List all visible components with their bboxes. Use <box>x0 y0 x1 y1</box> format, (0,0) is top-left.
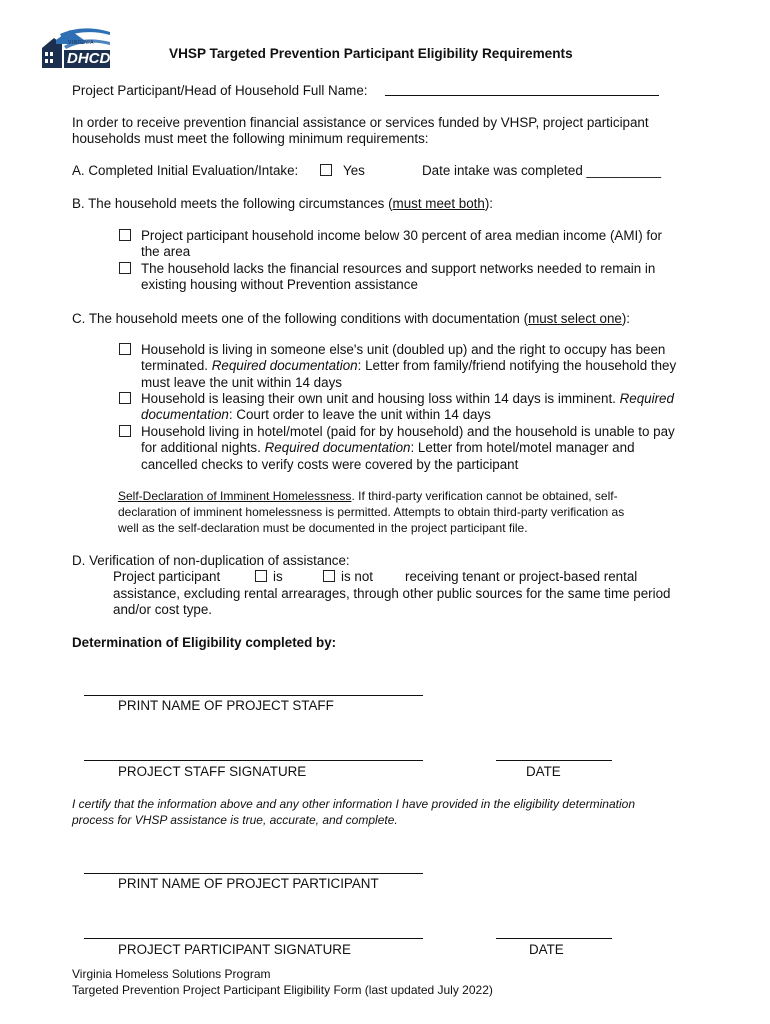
footer-line-1: Virginia Homeless Solutions Program <box>72 967 271 981</box>
hotel-checkbox[interactable] <box>119 425 131 437</box>
doubled-up-line-3: must leave the unit within 14 days <box>141 375 342 390</box>
staff-date-label: DATE <box>526 764 561 779</box>
section-c-text: C. The household meets one of the following conditions with documentation ( <box>72 311 529 326</box>
hotel-required-doc: Required documentation <box>264 440 411 455</box>
doubled-up-line-2-post: : Letter from family/friend notifying the household they <box>357 358 677 373</box>
full-name-field[interactable] <box>385 95 659 96</box>
section-c-label <box>72 311 630 326</box>
participant-print-name-line[interactable] <box>84 873 423 874</box>
staff-date-line[interactable] <box>496 760 612 761</box>
doubled-up-line-2-pre: terminated. <box>141 358 212 373</box>
staff-print-name-line[interactable] <box>84 695 423 696</box>
section-b-emphasis: must meet both <box>392 196 485 211</box>
footer-line-2: Targeted Prevention Project Participant Eligibility Form (last updated July 2022) <box>72 983 493 997</box>
doubled-up-required-doc: Required documentation <box>211 358 358 373</box>
leasing-line-2-post: : Court order to leave the unit within 14 days <box>228 407 491 422</box>
section-d-line-3: and/or cost type. <box>113 602 212 617</box>
intro-line-2: households must meet the following minimum requirements: <box>72 131 429 146</box>
self-declaration-line-2: declaration of imminent homelessness is permitted. Attempts to obtain third-party verification as <box>118 505 625 519</box>
section-d-rest-1: receiving tenant or project-based rental <box>405 569 638 584</box>
section-c-emphasis: must select one <box>528 311 622 326</box>
resources-checkbox[interactable] <box>119 262 131 274</box>
leasing-checkbox[interactable] <box>119 392 131 404</box>
leasing-line-2 <box>141 407 491 422</box>
doubled-up-line-2 <box>141 358 676 373</box>
staff-signature-line[interactable] <box>84 760 423 761</box>
income-checkbox[interactable] <box>119 229 131 241</box>
resources-item-line-1: The household lacks the financial resources and support networks needed to remain in <box>141 261 656 276</box>
certification-line-1: I certify that the information above and any other information I have provided in the eligibility determination <box>72 797 635 811</box>
logo-org-text: DHCD <box>67 50 111 67</box>
is-receiving-label: is <box>273 569 283 584</box>
hotel-line-2-pre: for additional nights. <box>141 440 265 455</box>
leasing-required: Required <box>619 391 674 406</box>
hotel-line-3: cancelled checks to verify costs were covered by the participant <box>141 457 519 472</box>
participant-signature-line[interactable] <box>84 938 423 939</box>
section-b-label <box>72 196 493 211</box>
section-b-text: B. The household meets the following circumstances ( <box>72 196 393 211</box>
intro-line-1: In order to receive prevention financial assistance or services funded by VHSP, project participant <box>72 115 649 130</box>
income-item-line-2: the area <box>141 244 191 259</box>
participant-date-label: DATE <box>529 942 564 957</box>
participant-signature-label: PROJECT PARTICIPANT SIGNATURE <box>118 942 351 957</box>
hotel-line-2 <box>141 440 635 455</box>
leasing-line-1-pre: Household is leasing their own unit and housing loss within 14 days is imminent. <box>141 391 620 406</box>
determination-heading: Determination of Eligibility completed by: <box>72 635 337 650</box>
hotel-line-1: Household living in hotel/motel (paid for by household) and the household is unable to pay <box>141 424 675 439</box>
section-b-text-end: ): <box>484 196 494 211</box>
self-declaration-line-3: well as the self-declaration must be documented in the project participant file. <box>118 521 528 535</box>
dhcd-logo <box>40 26 112 70</box>
is-not-receiving-label: is not <box>341 569 374 584</box>
self-declaration-line-1-post: . If third-party verification cannot be obtained, self- <box>351 489 618 503</box>
leasing-documentation: documentation <box>141 407 229 422</box>
leasing-line-1 <box>141 391 674 406</box>
self-declaration-heading: Self-Declaration of Imminent Homelessness <box>118 489 352 503</box>
staff-signature-label: PROJECT STAFF SIGNATURE <box>118 764 307 779</box>
participant-print-name-label: PRINT NAME OF PROJECT PARTICIPANT <box>118 876 379 891</box>
resources-item-line-2: existing housing without Prevention assistance <box>141 277 418 292</box>
doubled-up-checkbox[interactable] <box>119 343 131 355</box>
is-receiving-checkbox[interactable] <box>255 570 267 582</box>
logo-state-text: VIRGINIA <box>68 40 94 46</box>
doubled-up-line-1: Household is living in someone else's unit (doubled up) and the right to occupy has been <box>141 342 666 357</box>
participant-date-line[interactable] <box>496 938 612 939</box>
section-d-line-2: assistance, excluding rental arrearages, through other public sources for the same time period <box>113 586 671 601</box>
section-a-label: A. Completed Initial Evaluation/Intake: <box>72 163 299 178</box>
self-declaration-line-1 <box>118 489 618 503</box>
intake-yes-checkbox[interactable] <box>320 164 332 176</box>
staff-print-name-label: PRINT NAME OF PROJECT STAFF <box>118 698 334 713</box>
intake-yes-label: Yes <box>343 163 365 178</box>
section-d-label: D. Verification of non-duplication of assistance: <box>72 553 350 568</box>
certification-line-2: process for VHSP assistance is true, accurate, and complete. <box>72 813 398 827</box>
section-c-text-end: ): <box>621 311 631 326</box>
hotel-line-2-post: : Letter from hotel/motel manager and <box>410 440 635 455</box>
intake-date-label: Date intake was completed __________ <box>422 163 661 178</box>
full-name-label: Project Participant/Head of Household Full Name: <box>72 83 368 98</box>
income-item-line-1: Project participant household income below 30 percent of area median income (AMI) for <box>141 228 663 243</box>
section-d-participant: Project participant <box>113 569 221 584</box>
is-not-receiving-checkbox[interactable] <box>323 570 335 582</box>
page-title: VHSP Targeted Prevention Participant Eligibility Requirements <box>169 46 573 61</box>
